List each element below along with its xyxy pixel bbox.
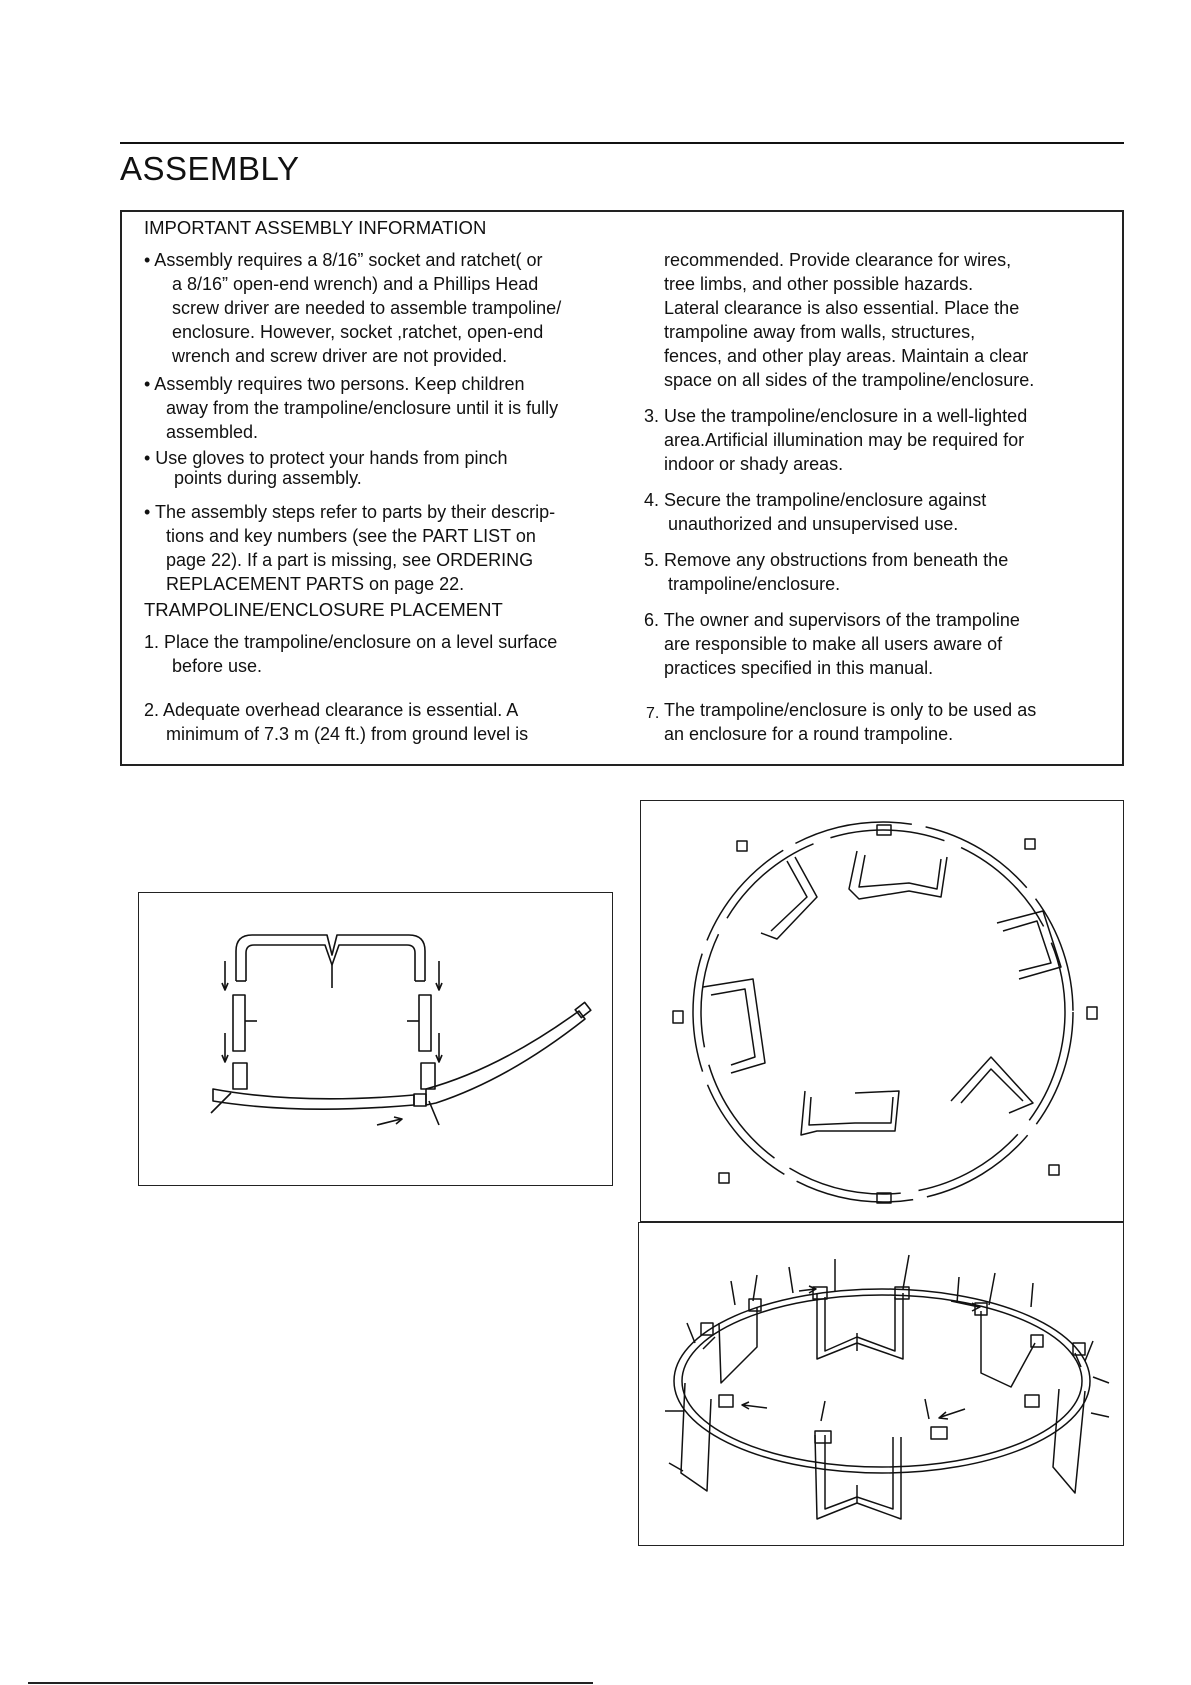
enclosure-ring-outer [674,1289,1090,1473]
step-3-line-3: indoor or shady areas. [664,454,844,474]
step-3-line-1: 3. Use the trampoline/enclosure in a well-lighted [644,406,1028,426]
step-6-line-1: 6. The owner and supervisors of the trampoline [644,610,1020,630]
bullet-1-line-5: wrench and screw driver are not provided. [172,346,508,366]
step-2-cont-line-4: trampoline away from walls, structures, [664,322,976,342]
bullet-2-line-2: away from the trampoline/enclosure until it is fully [166,398,559,418]
info-section-title: IMPORTANT ASSEMBLY INFORMATION [144,217,487,238]
step-2-line-1: 2. Adequate overhead clearance is essential. A [144,700,519,720]
left-t-connector [233,1063,247,1089]
step-7-number: 7. [646,705,660,722]
bullet-3-line-2: points during assembly. [174,468,362,488]
step-5-line-2: trampoline/enclosure. [668,574,841,594]
bullet-1-line-4: enclosure. However, socket ,ratchet, open-end [172,322,544,342]
top-rail-right [426,1011,585,1105]
step-4-line-2: unauthorized and unsupervised use. [668,514,959,534]
step-4-line-1: 4. Secure the trampoline/enclosure against [644,490,987,510]
right-lower-pole [419,995,431,1051]
bullet-1-line-1: • Assembly requires a 8/16” socket and ratchet( or [144,250,543,270]
step-5-line-1: 5. Remove any obstructions from beneath the [644,550,1009,570]
u-frame-front [815,1435,901,1519]
page-title: ASSEMBLY [120,150,300,187]
u-frame-left [703,979,765,1073]
outer-ring [693,822,1073,1202]
enclosure-ring-inner [682,1295,1082,1467]
important-info-box [120,210,1124,766]
step-7-line-2: an enclosure for a round trampoline. [664,724,954,744]
left-lower-pole [233,995,245,1051]
figure-u-frame-assembly [138,892,613,1186]
u-frame-outer [236,935,425,981]
right-t-connector [421,1063,435,1089]
bullet-4-line-3: page 22). If a part is missing, see ORDERING [166,550,534,570]
bullet-1-line-3: screw driver are needed to assemble trampoline/ [172,298,562,318]
step-2-cont-line-3: Lateral clearance is also essential. Place the [664,298,1020,318]
step-7-line-1: The trampoline/enclosure is only to be used as [664,700,1037,720]
bullet-1-line-2: a 8/16” open-end wrench) and a Phillips Head [172,274,539,294]
step-2-cont-line-5: fences, and other play areas. Maintain a clear [664,346,1029,366]
bullet-2-line-3: assembled. [166,422,259,442]
step-2-line-2: minimum of 7.3 m (24 ft.) from ground level is [166,724,529,744]
top-rail-left [213,1089,414,1109]
figure-top-view-layout [640,800,1124,1222]
figure-assembled-enclosure [638,1222,1124,1546]
step-3-line-2: area.Artificial illumination may be required for [664,430,1025,450]
step-1-line-2: before use. [172,656,263,676]
u-frame-bottom [801,1091,899,1135]
assembled-enclosure-drawing [639,1223,1125,1547]
footer-rule [28,1682,593,1684]
bullet-2-line-1: • Assembly requires two persons. Keep children [144,374,525,394]
step-2-cont-line-6: space on all sides of the trampoline/enclosure. [664,370,1035,390]
rail-joint [414,1094,426,1106]
bullet-4-line-4: REPLACEMENT PARTS on page 22. [166,574,465,594]
bullet-3-line-1: • Use gloves to protect your hands from pinch [144,448,508,468]
top-view-ring-drawing [641,801,1125,1223]
step-6-line-3: practices specified in this manual. [664,658,934,678]
bullet-4-line-1: • The assembly steps refer to parts by their descrip- [144,502,556,522]
u-frame-assembly-drawing [139,893,614,1187]
step-2-cont-line-2: tree limbs, and other possible hazards. [664,274,974,294]
bullet-4-line-2: tions and key numbers (see the PART LIST on [166,526,536,546]
placement-title: TRAMPOLINE/ENCLOSURE PLACEMENT [144,599,503,620]
top-rule [120,142,1124,144]
step-1-line-1: 1. Place the trampoline/enclosure on a level surface [144,632,558,652]
u-frame-bottom-right [951,1057,1033,1113]
step-2-cont-line-1: recommended. Provide clearance for wires, [664,250,1012,270]
step-6-line-2: are responsible to make all users aware of [664,634,1003,654]
